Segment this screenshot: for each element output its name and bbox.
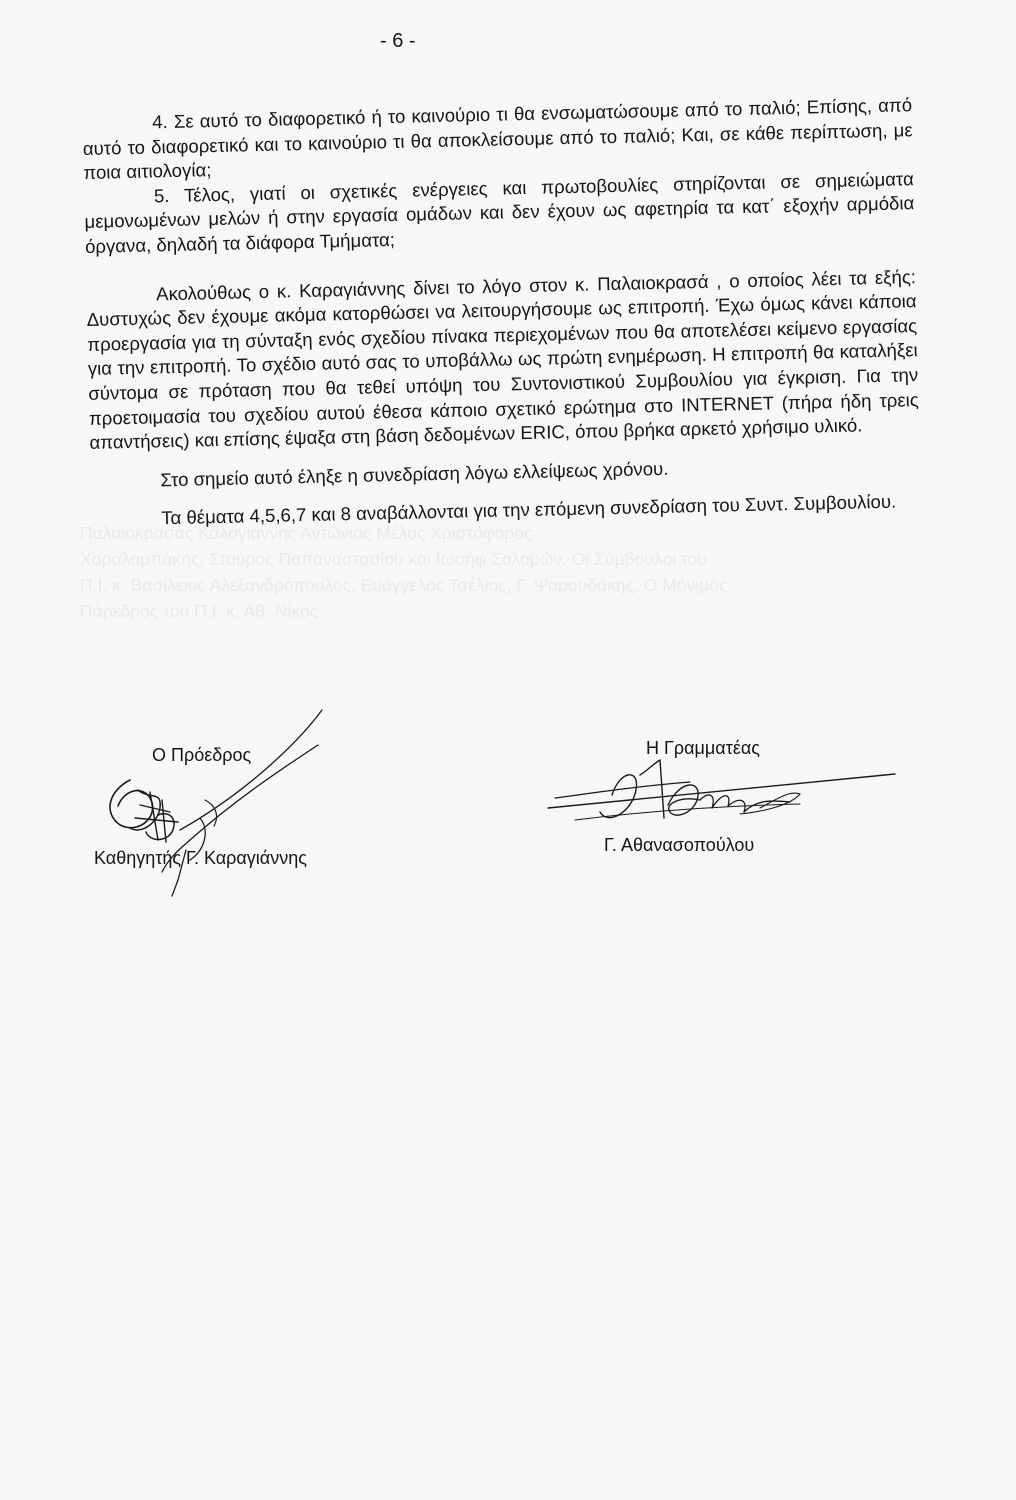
paragraph-point-5: 5. Τέλος, γιατί οι σχετικές ενέργειες και πρωτοβουλίες στηρίζονται σε σημειώματα μεμονωμένων μελών ή στην εργασία ομάδων και δεν έχουν ως αφετηρία τα κατ΄ εξοχήν αρμόδια όργανα, δηλαδή τα διάφορα Τμήματα; xyxy=(84,167,915,257)
signature-left-name: Καθηγητής Γ. Καραγιάννης xyxy=(94,848,307,868)
paragraph-point-4: 4. Σε αυτό το διαφορετικό ή το καινούριο τι θα ενσωματώσουμε από το παλιό; Επίσης, από αυτό το διαφορετικό και το καινούριο τι θα αποκλείσουμε από το παλιό; Και, σε κάθε περίπτωση, με ποια αιτιολογία; xyxy=(82,94,913,184)
signature-left-title: Ο Πρόεδρος xyxy=(152,745,252,765)
signature-right-name: Γ. Αθανασοπούλου xyxy=(604,835,755,855)
paragraph-palaiokrasas: Ακολούθως ο κ. Καραγιάννης δίνει το λόγο στον κ. Παλαιοκρασά , ο οποίος λέει τα εξής: Δυστυχώς δεν έχουμε ακόμα κατορθώσει να λειτουργήσουμε ως επιτροπή. Έχω όμως κάνει κάποια προεργασία για τη σύνταξη ενός σχεδίου πίνακα περιεχομένων που θα αποτελέσει κείμενο εργασίας για την επιτροπή. Το σχέδιο αυτό σας το υποβάλλω ως πρώτη ενημέρωση. Η επιτροπή θα καταλήξει σύντομα σε πρόταση που θα τεθεί υπόψη του Συντονιστικού Συμβουλίου για έγκριση. Για την προετοιμασία του σχεδίου αυτού έθεσα κάποιο σχετικό ερώτημα στο INTERNET (πήρα ήδη τρεις απαντήσεις) και επίσης έψαξα στη βάση δεδομένων ERIC, όπου βρήκα αρκετό χρήσιμο υλικό. xyxy=(86,265,919,454)
paragraph-session-end: Στο σημείο αυτό έληξε η συνεδρίαση λόγω ελλείψεως χρόνου. xyxy=(160,457,669,491)
paragraph-postponed: Τα θέματα 4,5,6,7 και 8 αναβάλλονται για την επόμενη συνεδρίαση του Συντ. Συμβουλίου. xyxy=(160,490,897,529)
page-number: - 6 - xyxy=(380,30,416,52)
signature-right-title: Η Γραμματέας xyxy=(646,738,760,758)
reverse-side-bleed: Παλαιοκρασάς Καλογιάννης Αντώνιος Μέλος Χριστόφορος Χαραλαμπάκης, Σταύρος Παπαναστασίου και Ιωσήφ Σολομών. Οι Σύμβουλοι του Π.Ι. κ. Βασίλειος Αλεξανδρόπουλος, Ευάγγελος Τσέλιος, Γ. Ψαρουδάκης. Ο Μόνιμος Πάρεδρος του Π.Ι. κ. Αθ. Νίκος. xyxy=(80,523,728,621)
